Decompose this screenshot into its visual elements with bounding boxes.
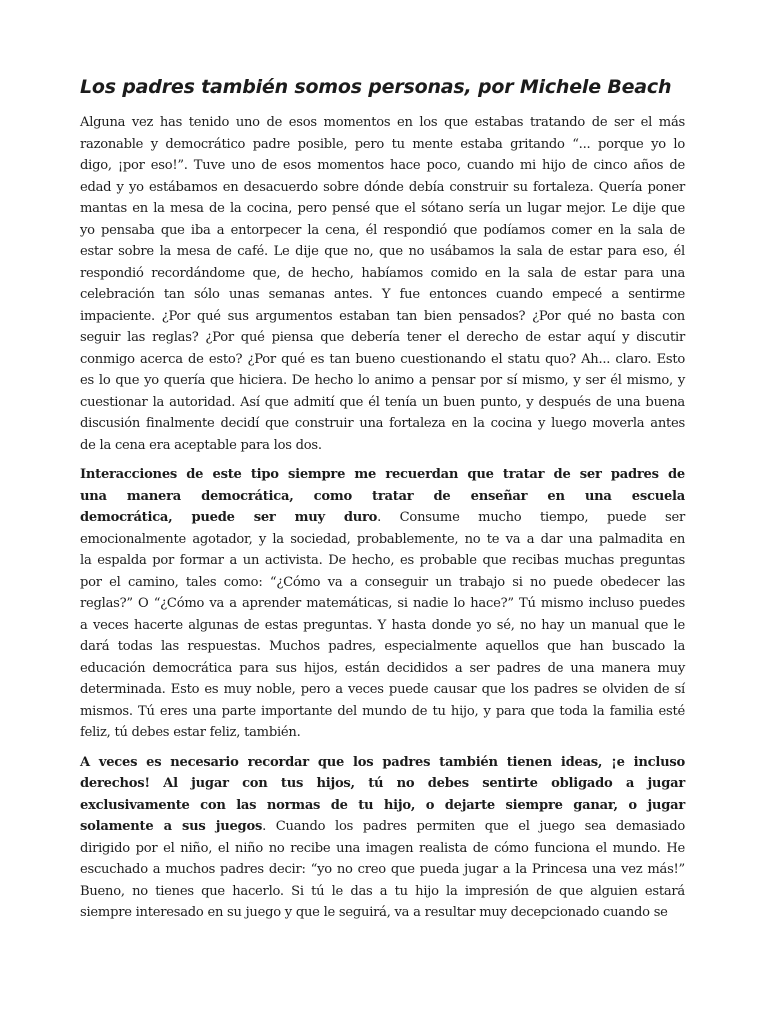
text-run: la espalda por formar a un activista. De hecho, es probable que recibas muchas preguntas	[80, 553, 685, 568]
bold-text-run: A veces es necesario recordar que los padres también tienen ideas, ¡e incluso	[80, 754, 685, 770]
text-line	[80, 486, 685, 508]
text-run: digo, ¡por eso!”. Tuve uno de esos momentos hace poco, cuando mi hijo de cinco años de	[80, 158, 685, 173]
text-run: feliz, tú debes estar feliz, también.	[80, 725, 301, 740]
text-run: a veces hacerte algunas de estas preguntas. Y hasta donde yo sé, no hay un manual que le	[80, 617, 685, 633]
text-line	[80, 838, 685, 860]
text-line	[80, 773, 685, 795]
document-body	[80, 112, 685, 924]
text-line	[80, 198, 685, 220]
text-line	[80, 464, 685, 486]
text-run: dirigido por el niño, el niño no recibe una imagen realista de cómo funciona el mundo. He	[80, 840, 685, 856]
text-run: seguir las reglas? ¿Por qué piensa que debería tener el derecho de estar aquí y discutir	[80, 330, 685, 345]
text-run: de la cena era aceptable para los dos.	[80, 437, 322, 453]
text-run: cuestionar la autoridad. Así que admití que él tenía un buen punto, y después de una buena	[80, 394, 685, 410]
text-run: educación democrática para sus hijos, están decididos a ser padres de una manera muy	[80, 660, 685, 676]
text-line	[80, 306, 685, 328]
text-run: determinada. Esto es muy noble, pero a veces puede causar que los padres se olviden de sí	[80, 682, 685, 697]
text-line	[80, 241, 685, 263]
text-run: respondió recordándome que, de hecho, habíamos comido en la sala de estar para una	[80, 265, 685, 281]
text-run: yo pensaba que iba a entorpecer la cena, él respondió que podíamos comer en la sala de	[80, 222, 685, 238]
bold-text-run: exclusivamente con las normas de tu hijo, o dejarte siempre ganar, o jugar	[80, 797, 685, 813]
text-line	[80, 593, 685, 615]
document-title: Los padres también somos personas, por Michele Beach	[80, 76, 672, 98]
text-run: estar sobre la mesa de café. Le dije que no, que no usábamos la sala de estar para eso, él	[80, 244, 685, 259]
bold-text-run: democrática, puede ser muy duro	[80, 510, 378, 525]
document-page	[80, 70, 685, 932]
text-line	[80, 263, 685, 285]
text-line	[80, 529, 685, 551]
text-run: impaciente. ¿Por qué sus argumentos estaban tan bien pensados? ¿Por qué no basta con	[80, 308, 685, 324]
text-run: mismos. Tú eres una parte importante del mundo de tu hijo, y para que toda la familia esté	[80, 703, 685, 719]
text-line	[80, 859, 685, 881]
text-line	[80, 392, 685, 414]
text-line	[80, 155, 685, 177]
text-line	[80, 679, 685, 701]
text-run: celebración tan sólo unas semanas antes. Y fue entonces cuando empecé a sentirme	[80, 287, 685, 302]
bold-text-run: derechos! Al jugar con tus hijos, tú no debes sentirte obligado a jugar	[80, 776, 685, 791]
text-line	[80, 881, 685, 903]
text-run: razonable y democrático padre posible, pero tu mente estaba gritando “... porque yo lo	[80, 136, 685, 152]
bold-text-run: solamente a sus juegos	[80, 819, 263, 834]
text-line	[80, 112, 685, 134]
text-run: edad y yo estábamos en desacuerdo sobre dónde debía construir su fortaleza. Quería poner	[80, 179, 685, 195]
text-line	[80, 615, 685, 637]
bold-text-run: una manera democrática, como tratar de enseñar en una escuela	[80, 488, 685, 504]
text-line	[80, 752, 685, 774]
text-run: es lo que yo quería que hiciera. De hecho lo animo a pensar por sí mismo, y ser él mismo, y	[80, 373, 685, 388]
text-line	[80, 370, 685, 392]
text-line	[80, 349, 685, 371]
text-line	[80, 816, 685, 838]
text-line	[80, 550, 685, 572]
text-run: mantas en la mesa de la cocina, pero pensé que el sótano sería un lugar mejor. Le dije que	[80, 201, 685, 216]
text-run: discusión finalmente decidí que construir una fortaleza en la cocina y luego moverla antes	[80, 416, 685, 431]
text-run: por el camino, tales como: “¿Cómo va a conseguir un trabajo si no puede obedecer las	[80, 574, 685, 590]
text-line	[80, 701, 685, 723]
text-line	[80, 636, 685, 658]
text-line	[80, 722, 685, 744]
text-line	[80, 435, 685, 457]
text-run: emocionalmente agotador, y la sociedad, probablemente, no te va a dar una palmadita en	[80, 531, 685, 547]
text-run: conmigo acerca de esto? ¿Por qué es tan bueno cuestionando el statu quo? Ah... claro. Esto	[80, 351, 685, 367]
text-line	[80, 220, 685, 242]
text-run: dará todas las respuestas. Muchos padres, especialmente aquellos que han buscado la	[80, 639, 685, 654]
paragraph	[80, 752, 685, 924]
text-line	[80, 177, 685, 199]
text-line	[80, 284, 685, 306]
bold-text-run: Interacciones de este tipo siempre me recuerdan que tratar de ser padres de	[80, 467, 685, 482]
paragraph	[80, 112, 685, 456]
text-line	[80, 658, 685, 680]
text-line	[80, 413, 685, 435]
text-line	[80, 134, 685, 156]
text-run: Alguna vez has tenido uno de esos momentos en los que estabas tratando de ser el más	[80, 115, 685, 130]
text-run: reglas?” O “¿Cómo va a aprender matemáticas, si nadie lo hace?” Tú mismo incluso puedes	[80, 596, 685, 611]
text-run: siempre interesado en su juego y que le seguirá, va a resultar muy decepcionado cuando se	[80, 905, 668, 920]
text-run: . Consume mucho tiempo, puede ser	[377, 510, 685, 525]
text-run: . Cuando los padres permiten que el juego sea demasiado	[262, 819, 685, 834]
text-line	[80, 327, 685, 349]
text-line	[80, 572, 685, 594]
text-run: Bueno, no tienes que hacerlo. Si tú le das a tu hijo la impresión de que alguien estará	[80, 883, 685, 899]
text-line	[80, 507, 685, 529]
text-run: escuchado a muchos padres decir: “yo no creo que pueda jugar a la Princesa una vez más!”	[80, 862, 685, 877]
text-line	[80, 795, 685, 817]
paragraph	[80, 464, 685, 744]
text-line	[80, 902, 685, 924]
